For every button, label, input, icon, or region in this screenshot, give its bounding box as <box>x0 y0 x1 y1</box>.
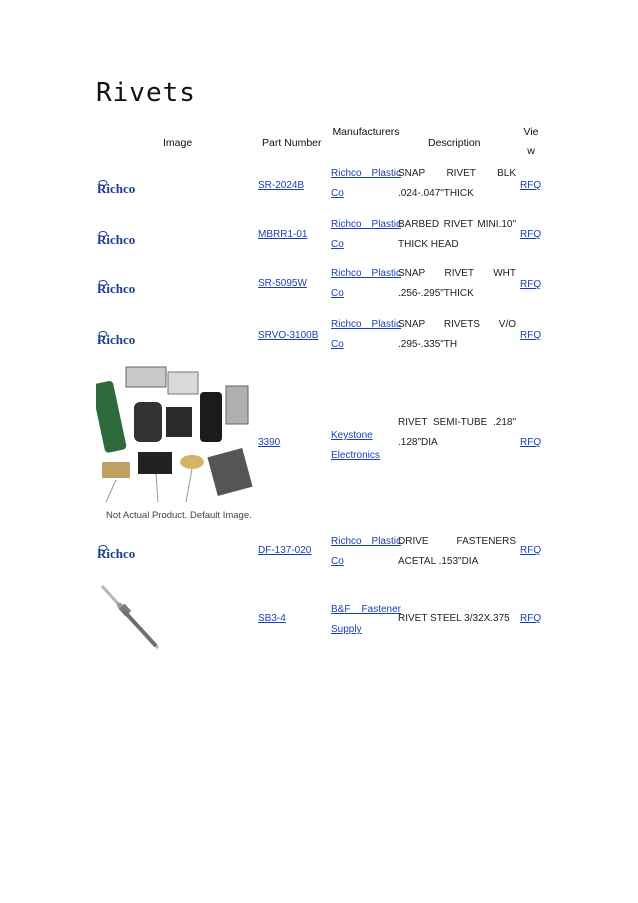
rfq-link[interactable]: RFQ <box>520 437 542 448</box>
part-number-link[interactable]: SR-2024B <box>258 180 305 191</box>
part-number-link[interactable]: 3390 <box>258 437 281 448</box>
richco-logo-text: Richco <box>97 232 136 247</box>
richco-logo-image <box>96 329 150 347</box>
rivet-photo <box>96 578 176 658</box>
rfq-link[interactable]: RFQ <box>520 613 542 624</box>
richco-logo-image <box>96 543 150 561</box>
header-part-number: Part Number <box>262 137 322 149</box>
part-number-link[interactable]: DF-137-020 <box>258 545 312 556</box>
richco-logo-image <box>96 229 150 247</box>
description-text: SNAP RIVETS V/O .295-.335"TH <box>398 319 516 350</box>
rfq-link[interactable]: RFQ <box>520 180 542 191</box>
description-text: SNAP RIVET WHT .256-.295"THICK <box>398 268 516 299</box>
part-number-link[interactable]: SR-5095W <box>258 278 307 289</box>
description-text: RIVET SEMI-TUBE .218" .128"DIA <box>398 417 516 448</box>
header-description: Description <box>428 137 481 149</box>
components-photo <box>96 362 256 522</box>
description-text: BARBED RIVET MINI.10" THICK HEAD <box>398 219 516 250</box>
description-text: RIVET STEEL 3/32X.375 <box>398 613 510 624</box>
richco-logo-image <box>96 178 150 196</box>
header-view: View <box>523 126 539 157</box>
richco-logo-text: Richco <box>97 546 136 561</box>
part-number-link[interactable]: MBRR1-01 <box>258 229 308 240</box>
manufacturer-link[interactable]: B&F Fastener Supply <box>331 604 401 635</box>
manufacturer-link[interactable]: Richco Plastic Co <box>331 319 401 350</box>
description-text: DRIVE FASTENERS ACETAL .153"DIA <box>398 536 516 567</box>
manufacturer-link[interactable]: Richco Plastic Co <box>331 268 401 299</box>
header-manufacturer: Manufacturers <box>332 126 400 138</box>
header-image: Image <box>163 137 193 149</box>
rfq-link[interactable]: RFQ <box>520 279 542 290</box>
part-number-link[interactable]: SB3-4 <box>258 613 286 624</box>
rfq-link[interactable]: RFQ <box>520 330 542 341</box>
manufacturer-link[interactable]: Richco Plastic Co <box>331 536 401 567</box>
default-image-caption: Not Actual Product. Default Image. <box>106 510 252 521</box>
manufacturer-link[interactable]: Keystone Electronics <box>331 430 380 461</box>
description-text: SNAP RIVET BLK .024-.047"THICK <box>398 168 516 199</box>
part-number-link[interactable]: SRVO-3100B <box>258 330 319 341</box>
rfq-link[interactable]: RFQ <box>520 229 542 240</box>
manufacturer-link[interactable]: Richco Plastic Co <box>331 219 401 250</box>
rfq-link[interactable]: RFQ <box>520 545 542 556</box>
richco-logo-text: Richco <box>97 181 136 196</box>
manufacturer-link[interactable]: Richco Plastic Co <box>331 168 401 199</box>
richco-logo-text: Richco <box>97 332 136 347</box>
page-title: Rivets <box>96 78 196 108</box>
richco-logo-text: Richco <box>97 281 136 296</box>
richco-logo-image <box>96 278 150 296</box>
